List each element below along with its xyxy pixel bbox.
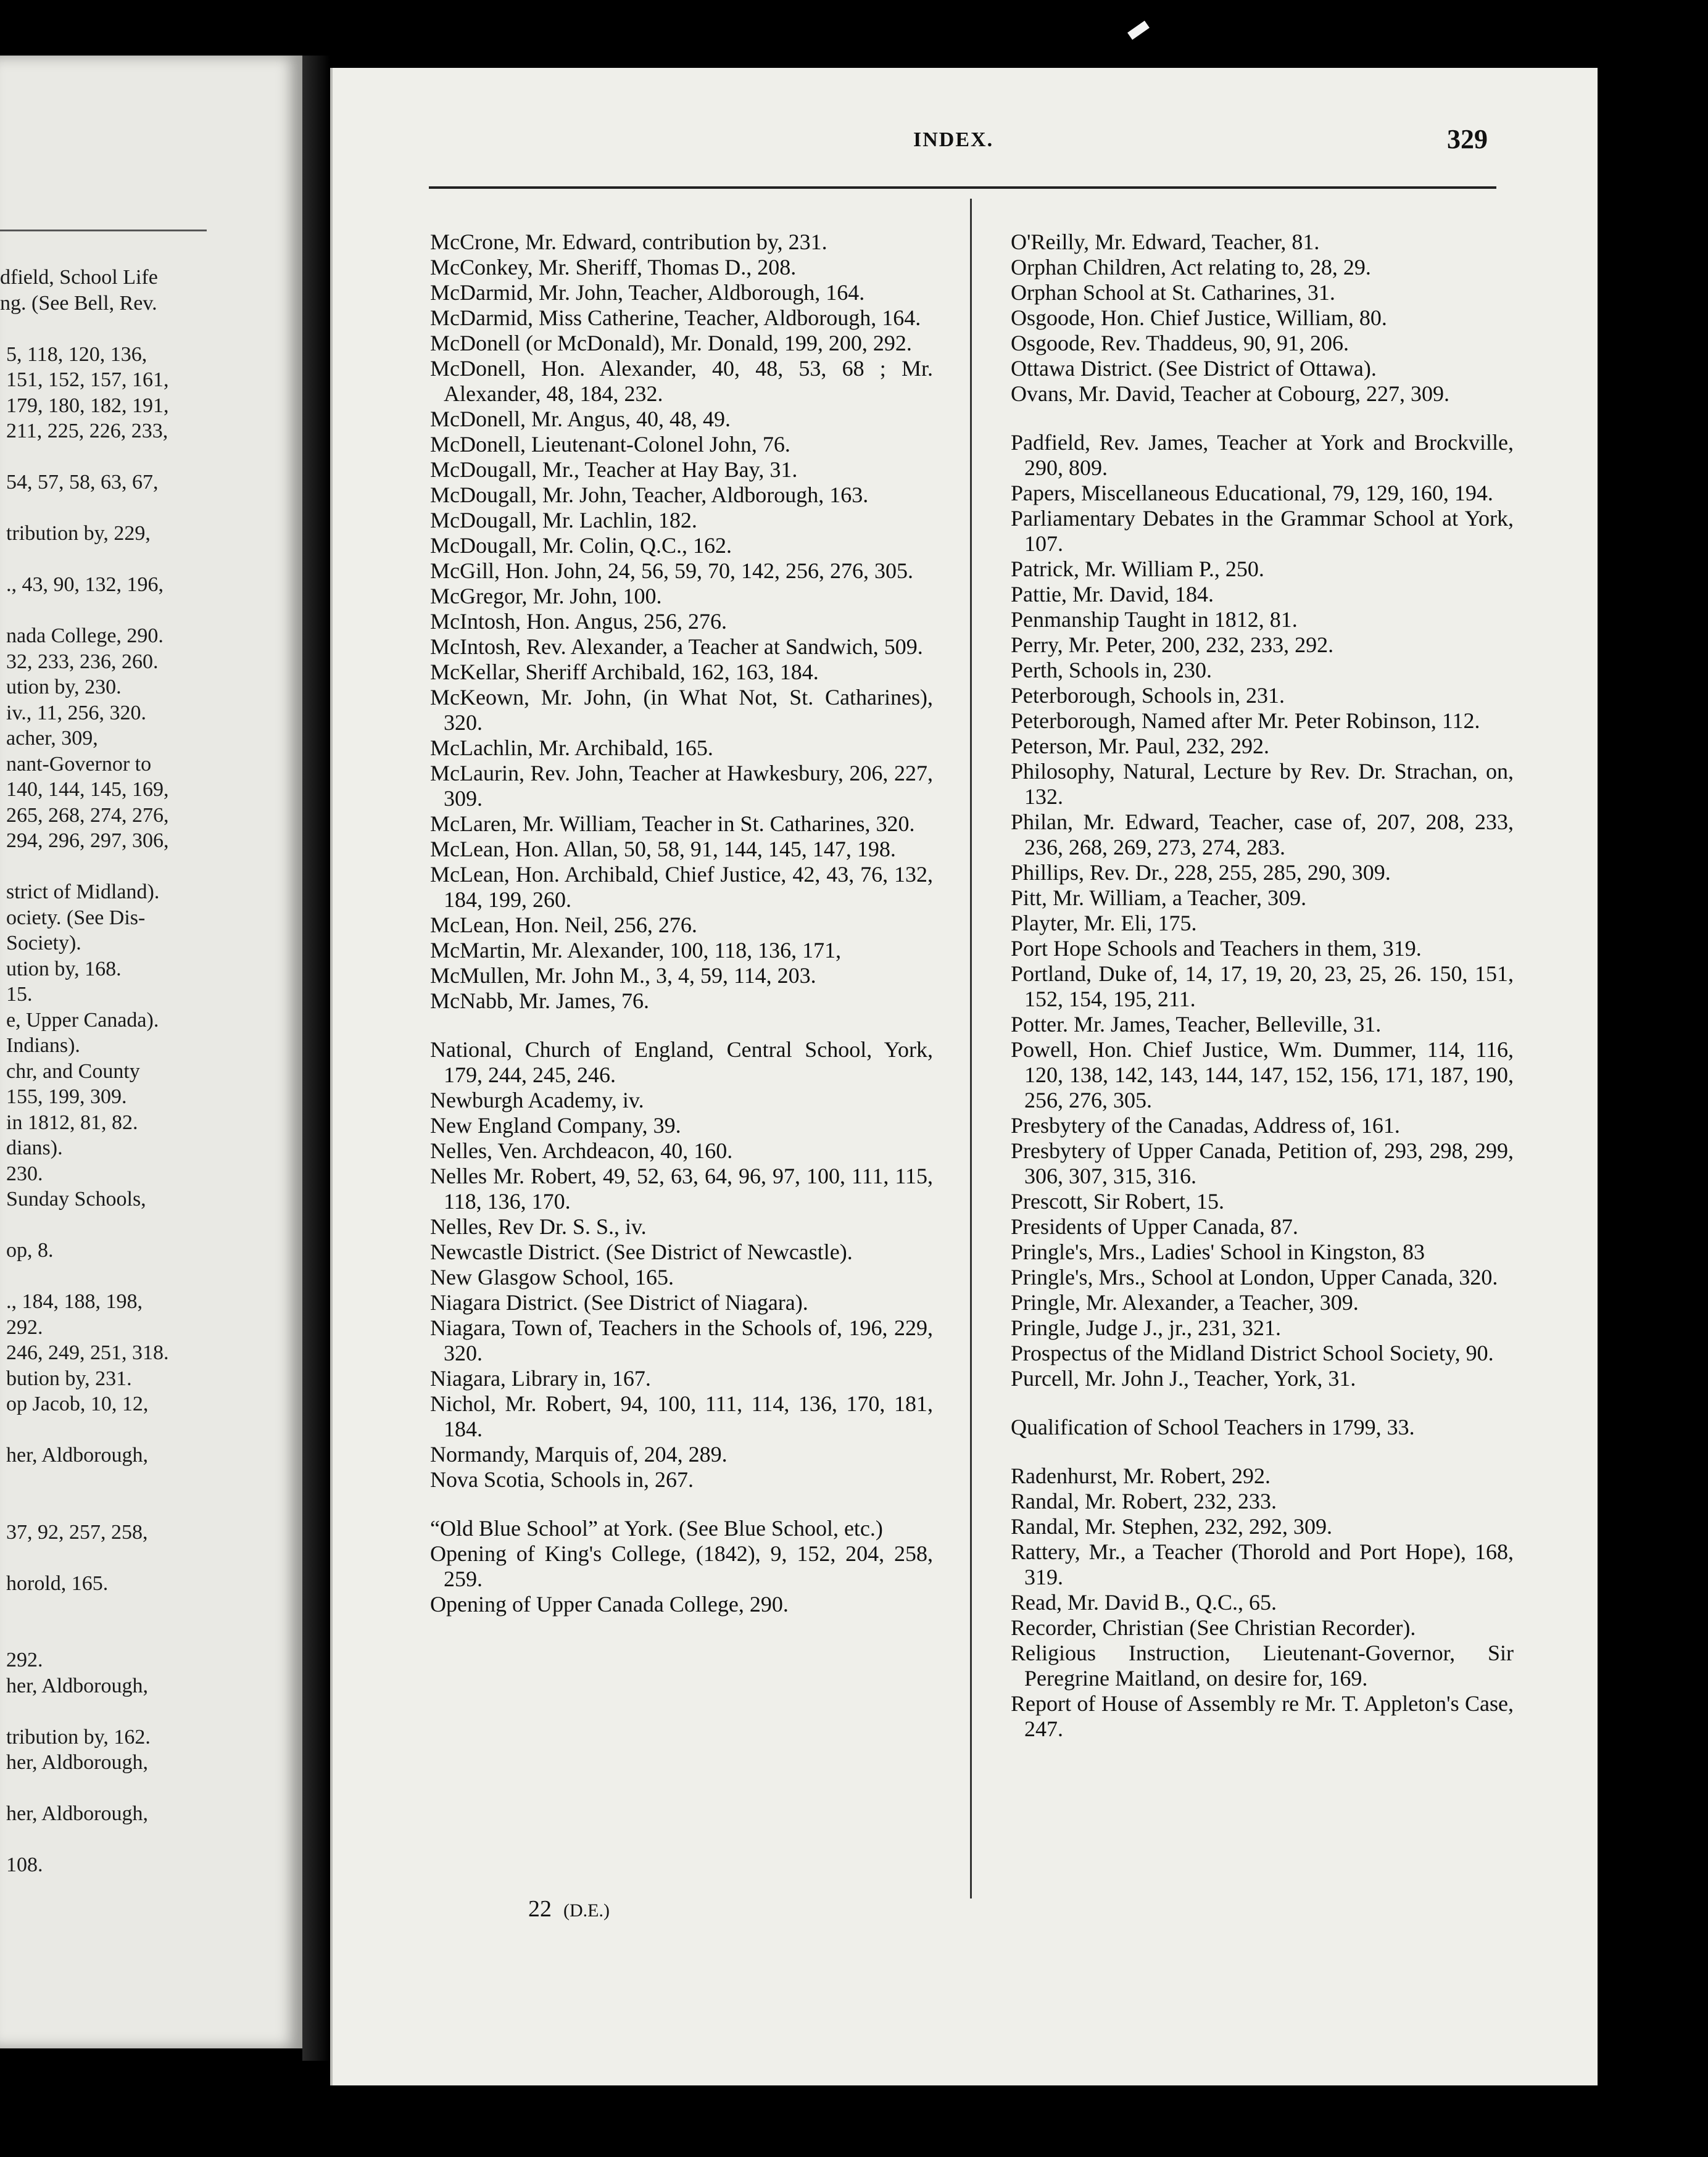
facing-page-line: her, Aldborough, <box>6 1444 148 1467</box>
index-entry: Pringle, Judge J., jr., 231, 321. <box>1011 1315 1281 1340</box>
facing-page-line: op Jacob, 10, 12, <box>6 1393 149 1415</box>
facing-page-line: 179, 180, 182, 191, <box>6 394 169 417</box>
signature-number: 22 <box>528 1896 552 1922</box>
index-entry: Pringle's, Mrs., School at London, Upper Canada, 320. <box>1011 1265 1498 1290</box>
index-entry: Philan, Mr. Edward, Teacher, case of, 207, 208, 233, 236, 268, 269, 273, 274, 283. <box>1011 809 1514 859</box>
facing-page-line: 32, 233, 236, 260. <box>6 650 159 673</box>
facing-page-line: 292. <box>6 1649 43 1671</box>
index-entry: McLaren, Mr. William, Teacher in St. Catharines, 320. <box>430 811 915 836</box>
facing-page-line: in 1812, 81, 82. <box>6 1111 138 1134</box>
index-entry: Radenhurst, Mr. Robert, 292. <box>1011 1464 1271 1488</box>
index-entry: Opening of Upper Canada College, 290. <box>430 1592 789 1617</box>
facing-page-line: nada College, 290. <box>6 624 164 647</box>
facing-page-line: ution by, 168. <box>6 957 122 980</box>
index-entry: McLaurin, Rev. John, Teacher at Hawkesbury, 206, 227, 309. <box>430 761 933 811</box>
index-entry: O'Reilly, Mr. Edward, Teacher, 81. <box>1011 230 1320 254</box>
facing-page-line: ., 43, 90, 132, 196, <box>6 573 164 596</box>
index-entry: Randal, Mr. Robert, 232, 233. <box>1011 1489 1277 1513</box>
index-entry: McCrone, Mr. Edward, contribution by, 231. <box>430 230 827 254</box>
facing-page-line: 155, 199, 309. <box>6 1085 127 1108</box>
index-entry: McGregor, Mr. John, 100. <box>430 584 662 608</box>
index-entry: McDougall, Mr., Teacher at Hay Bay, 31. <box>430 457 798 482</box>
index-entry: Playter, Mr. Eli, 175. <box>1011 911 1197 935</box>
index-entry: McKellar, Sheriff Archibald, 162, 163, 184. <box>430 660 819 684</box>
index-entry: Powell, Hon. Chief Justice, Wm. Dummer, 114, 116, 120, 138, 142, 143, 144, 147, 152, 156, 171, 187, 190, 256, 276, 305. <box>1011 1037 1514 1112</box>
index-entry: Osgoode, Hon. Chief Justice, William, 80. <box>1011 305 1387 330</box>
facing-page-line: 230. <box>6 1162 43 1185</box>
index-entry: Potter. Mr. James, Teacher, Belleville, 31. <box>1011 1012 1382 1037</box>
index-entry: McDonell, Hon. Alexander, 40, 48, 53, 68 ; Mr. Alexander, 48, 184, 232. <box>430 356 933 406</box>
facing-page-line: ng. (See Bell, Rev. <box>0 291 157 315</box>
index-entry: Randal, Mr. Stephen, 232, 292, 309. <box>1011 1514 1332 1539</box>
index-entry: Newcastle District. (See District of Newcastle). <box>430 1240 853 1264</box>
facing-page-line: strict of Midland). <box>6 880 160 903</box>
index-entry: Patrick, Mr. William P., 250. <box>1011 557 1264 581</box>
facing-page-line: dfield, School Life <box>0 266 158 289</box>
index-entry: Report of House of Assembly re Mr. T. Appleton's Case, 247. <box>1011 1691 1514 1741</box>
index-entry: Recorder, Christian (See Christian Recorder). <box>1011 1615 1416 1640</box>
facing-page-line: tribution by, 162. <box>6 1725 151 1749</box>
index-entry: Nichol, Mr. Robert, 94, 100, 111, 114, 136, 170, 181, 184. <box>430 1391 933 1441</box>
facing-page-line: her, Aldborough, <box>6 1802 148 1825</box>
index-entry: New England Company, 39. <box>430 1113 681 1138</box>
index-entry: Religious Instruction, Lieutenant-Governor, Sir Peregrine Maitland, on desire for, 169. <box>1011 1641 1514 1691</box>
facing-page-line: Indians). <box>6 1034 80 1057</box>
index-entry: Perry, Mr. Peter, 200, 232, 233, 292. <box>1011 632 1334 657</box>
index-entry: McIntosh, Hon. Angus, 256, 276. <box>430 609 728 634</box>
facing-page-line: tribution by, 229, <box>6 522 151 545</box>
index-entry: National, Church of England, Central School, York, 179, 244, 245, 246. <box>430 1037 933 1087</box>
index-entry: McNabb, Mr. James, 76. <box>430 988 649 1013</box>
index-entry: Pattie, Mr. David, 184. <box>1011 582 1214 607</box>
scan-mark <box>1127 21 1150 40</box>
index-entry: Papers, Miscellaneous Educational, 79, 129, 160, 194. <box>1011 481 1493 505</box>
facing-page-line: 5, 118, 120, 136, <box>6 342 147 366</box>
facing-page-line: her, Aldborough, <box>6 1674 148 1697</box>
index-entry: Niagara, Library in, 167. <box>430 1366 651 1391</box>
index-entry: Presbytery of the Canadas, Address of, 161. <box>1011 1113 1400 1138</box>
head-rule <box>429 186 1496 189</box>
index-entry: Orphan Children, Act relating to, 28, 29. <box>1011 255 1371 279</box>
facing-page-line: op, 8. <box>6 1239 54 1262</box>
index-entry: Portland, Duke of, 14, 17, 19, 20, 23, 25, 26. 150, 151, 152, 154, 195, 211. <box>1011 961 1514 1011</box>
facing-page-line: iv., 11, 256, 320. <box>6 701 146 724</box>
facing-page-head-rule <box>0 230 207 231</box>
index-entry: Niagara District. (See District of Niagara). <box>430 1290 808 1315</box>
facing-page-line: 294, 296, 297, 306, <box>6 829 169 852</box>
index-entry: Nelles, Ven. Archdeacon, 40, 160. <box>430 1138 733 1163</box>
index-entry: McLean, Hon. Allan, 50, 58, 91, 144, 145, 147, 198. <box>430 837 896 861</box>
facing-page-line: 37, 92, 257, 258, <box>6 1520 148 1544</box>
index-entry: Presbytery of Upper Canada, Petition of, 293, 298, 299, 306, 307, 315, 316. <box>1011 1138 1514 1188</box>
index-entry: Pitt, Mr. William, a Teacher, 309. <box>1011 885 1307 910</box>
index-entry: Port Hope Schools and Teachers in them, 319. <box>1011 936 1422 961</box>
index-entry: McDougall, Mr. Colin, Q.C., 162. <box>430 533 732 558</box>
facing-page-line: chr, and County <box>6 1059 140 1083</box>
index-entry: Orphan School at St. Catharines, 31. <box>1011 280 1335 305</box>
index-entry: McDonell, Lieutenant-Colonel John, 76. <box>430 432 790 457</box>
index-entry: Osgoode, Rev. Thaddeus, 90, 91, 206. <box>1011 331 1349 355</box>
index-entry: McConkey, Mr. Sheriff, Thomas D., 208. <box>430 255 797 279</box>
index-entry: McDougall, Mr. John, Teacher, Aldborough, 163. <box>430 482 869 507</box>
index-entry: McDarmid, Mr. John, Teacher, Aldborough, 164. <box>430 280 865 305</box>
index-entry: Penmanship Taught in 1812, 81. <box>1011 607 1298 632</box>
index-entry: Peterson, Mr. Paul, 232, 292. <box>1011 734 1269 758</box>
index-entry: McDougall, Mr. Lachlin, 182. <box>430 508 697 532</box>
index-entry: Nelles, Rev Dr. S. S., iv. <box>430 1214 647 1239</box>
facing-page-line: e, Upper Canada). <box>6 1008 159 1032</box>
index-entry: McDonell (or McDonald), Mr. Donald, 199, 200, 292. <box>430 331 912 355</box>
index-entry: Pringle's, Mrs., Ladies' School in Kingston, 83 <box>1011 1240 1425 1264</box>
index-entry: Ottawa District. (See District of Ottawa). <box>1011 356 1377 381</box>
facing-page-line: 246, 249, 251, 318. <box>6 1341 169 1364</box>
index-entry: “Old Blue School” at York. (See Blue School, etc.) <box>430 1516 883 1541</box>
column-divider <box>970 199 972 1898</box>
index-entry: Prospectus of the Midland District School Society, 90. <box>1011 1341 1494 1365</box>
facing-page-line: horold, 165. <box>6 1571 109 1595</box>
facing-page-line: bution by, 231. <box>6 1367 132 1390</box>
facing-page-line: 54, 57, 58, 63, 67, <box>6 471 159 494</box>
index-entry: Normandy, Marquis of, 204, 289. <box>430 1442 728 1467</box>
index-entry: McMartin, Mr. Alexander, 100, 118, 136, 171, <box>430 938 842 963</box>
index-entry: McKeown, Mr. John, (in What Not, St. Catharines), 320. <box>430 685 933 735</box>
facing-page-line: her, Aldborough, <box>6 1751 148 1774</box>
index-entry: Opening of King's College, (1842), 9, 152, 204, 258, 259. <box>430 1541 933 1591</box>
index-column-right <box>1011 230 1514 1742</box>
index-entry: Qualification of School Teachers in 1799, 33. <box>1011 1415 1415 1439</box>
facing-page-line: acher, 309, <box>6 727 98 750</box>
signature-mark: (D.E.) <box>563 1900 610 1921</box>
index-entry: Peterborough, Named after Mr. Peter Robinson, 112. <box>1011 708 1480 733</box>
index-entry: McDarmid, Miss Catherine, Teacher, Aldborough, 164. <box>430 305 921 330</box>
index-entry: Philosophy, Natural, Lecture by Rev. Dr. Strachan, on, 132. <box>1011 759 1514 809</box>
facing-page-line: 211, 225, 226, 233, <box>6 420 168 442</box>
facing-page-fragment <box>0 56 302 2048</box>
index-entry: McLachlin, Mr. Archibald, 165. <box>430 735 713 760</box>
index-entry: Phillips, Rev. Dr., 228, 255, 285, 290, 309. <box>1011 860 1391 885</box>
index-entry: McLean, Hon. Archibald, Chief Justice, 42, 43, 76, 132, 184, 199, 260. <box>430 862 933 912</box>
index-entry: Purcell, Mr. John J., Teacher, York, 31. <box>1011 1366 1356 1391</box>
index-entry: Ovans, Mr. David, Teacher at Cobourg, 227, 309. <box>1011 381 1450 406</box>
index-entry: Rattery, Mr., a Teacher (Thorold and Port Hope), 168, 319. <box>1011 1539 1514 1589</box>
index-entry: Perth, Schools in, 230. <box>1011 658 1213 682</box>
index-entry: Nova Scotia, Schools in, 267. <box>430 1467 694 1492</box>
gutter-shadow <box>302 56 330 2061</box>
index-entry: McIntosh, Rev. Alexander, a Teacher at Sandwich, 509. <box>430 634 923 659</box>
index-entry: Read, Mr. David B., Q.C., 65. <box>1011 1590 1277 1615</box>
facing-page-line: ution by, 230. <box>6 676 122 698</box>
facing-page-line: 15. <box>6 983 33 1006</box>
index-entry: Parliamentary Debates in the Grammar School at York, 107. <box>1011 506 1514 556</box>
index-entry: Newburgh Academy, iv. <box>430 1088 644 1112</box>
facing-page-line: Society). <box>6 932 81 954</box>
index-entry: Peterborough, Schools in, 231. <box>1011 683 1285 708</box>
facing-page-line: ociety. (See Dis- <box>6 906 146 929</box>
index-entry: McLean, Hon. Neil, 256, 276. <box>430 913 697 937</box>
index-entry: Niagara, Town of, Teachers in the Schools of, 196, 229, 320. <box>430 1315 933 1365</box>
facing-page-line: 151, 152, 157, 161, <box>6 368 169 391</box>
facing-page-line: Sunday Schools, <box>6 1188 146 1211</box>
printer-signature <box>528 1895 610 1923</box>
index-column-left <box>430 230 933 1617</box>
facing-page-line: ., 184, 188, 198, <box>6 1290 143 1313</box>
running-head: INDEX. <box>913 128 994 151</box>
index-entry: Presidents of Upper Canada, 87. <box>1011 1214 1298 1239</box>
index-entry: New Glasgow School, 165. <box>430 1265 674 1290</box>
index-entry: McGill, Hon. John, 24, 56, 59, 70, 142, 256, 276, 305. <box>430 558 913 583</box>
index-entry: Nelles Mr. Robert, 49, 52, 63, 64, 96, 97, 100, 111, 115, 118, 136, 170. <box>430 1164 933 1214</box>
index-entry: McDonell, Mr. Angus, 40, 48, 49. <box>430 407 731 431</box>
index-entry: Pringle, Mr. Alexander, a Teacher, 309. <box>1011 1290 1359 1315</box>
facing-page-line: nant-Governor to <box>6 752 152 776</box>
facing-page-line: dians). <box>6 1136 63 1159</box>
index-entry: Padfield, Rev. James, Teacher at York and Brockville, 290, 809. <box>1011 430 1514 480</box>
facing-page-line: 108. <box>6 1853 43 1876</box>
facing-page-line: 140, 144, 145, 169, <box>6 778 169 801</box>
facing-page-line: 292. <box>6 1315 43 1339</box>
index-entry: McMullen, Mr. John M., 3, 4, 59, 114, 203. <box>430 963 816 988</box>
facing-page-line: 265, 268, 274, 276, <box>6 803 169 827</box>
page-number: 329 <box>1447 124 1488 154</box>
index-entry: Prescott, Sir Robert, 15. <box>1011 1189 1224 1214</box>
